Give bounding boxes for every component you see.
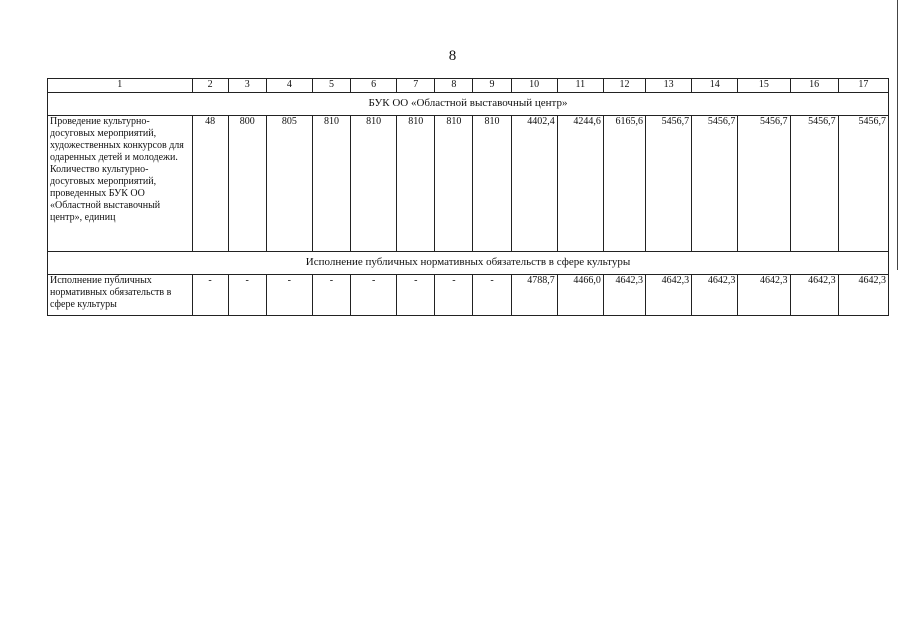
value-cell: 4642,3 [790, 275, 838, 316]
header-row [48, 79, 889, 93]
value-cell: 5456,7 [738, 116, 790, 252]
table-row [48, 116, 889, 252]
value-cell: - [435, 275, 473, 316]
margin-rule [897, 0, 898, 270]
column-header: 1 [48, 79, 193, 93]
column-header: 3 [228, 79, 266, 93]
value-cell: - [351, 275, 397, 316]
column-header: 6 [351, 79, 397, 93]
page-number: 8 [448, 48, 457, 64]
value-cell: 810 [397, 116, 435, 252]
column-header: 12 [603, 79, 645, 93]
value-cell: 4466,0 [557, 275, 603, 316]
value-cell: 4642,3 [692, 275, 738, 316]
column-header: 11 [557, 79, 603, 93]
column-header: 17 [838, 79, 888, 93]
value-cell: - [266, 275, 312, 316]
section-title: Исполнение публичных нормативных обязательств в сфере культуры [48, 252, 889, 275]
value-cell: - [473, 275, 511, 316]
value-cell: 4244,6 [557, 116, 603, 252]
row-description: Проведение культурно-досуговых мероприятий, художественных конкурсов для одаренных детей и молодежи. Количество культурно-досуговых мероприятий, проведенных БУК ОО «Областной выставочный центр», единиц [48, 116, 193, 252]
value-cell: 5456,7 [838, 116, 888, 252]
value-cell: 4642,3 [646, 275, 692, 316]
value-cell: 4642,3 [838, 275, 888, 316]
section-row [48, 93, 889, 116]
table-row [48, 275, 889, 316]
value-cell: 4402,4 [511, 116, 557, 252]
value-cell: 4642,3 [603, 275, 645, 316]
value-cell: - [397, 275, 435, 316]
row-description: Исполнение публичных нормативных обязательств в сфере культуры [48, 275, 193, 316]
column-header: 15 [738, 79, 790, 93]
value-cell: 5456,7 [646, 116, 692, 252]
data-table [47, 78, 889, 316]
value-cell: - [228, 275, 266, 316]
column-header: 7 [397, 79, 435, 93]
value-cell: - [192, 275, 228, 316]
section-row [48, 252, 889, 275]
value-cell: 4642,3 [738, 275, 790, 316]
column-header: 4 [266, 79, 312, 93]
value-cell: - [312, 275, 350, 316]
value-cell: 4788,7 [511, 275, 557, 316]
column-header: 13 [646, 79, 692, 93]
value-cell: 805 [266, 116, 312, 252]
value-cell: 48 [192, 116, 228, 252]
value-cell: 810 [473, 116, 511, 252]
value-cell: 6165,6 [603, 116, 645, 252]
value-cell: 5456,7 [692, 116, 738, 252]
column-header: 9 [473, 79, 511, 93]
column-header: 16 [790, 79, 838, 93]
column-header: 14 [692, 79, 738, 93]
column-header: 8 [435, 79, 473, 93]
value-cell: 810 [435, 116, 473, 252]
column-header: 5 [312, 79, 350, 93]
column-header: 2 [192, 79, 228, 93]
value-cell: 5456,7 [790, 116, 838, 252]
value-cell: 800 [228, 116, 266, 252]
value-cell: 810 [351, 116, 397, 252]
section-title: БУК ОО «Областной выставочный центр» [48, 93, 889, 116]
value-cell: 810 [312, 116, 350, 252]
column-header: 10 [511, 79, 557, 93]
